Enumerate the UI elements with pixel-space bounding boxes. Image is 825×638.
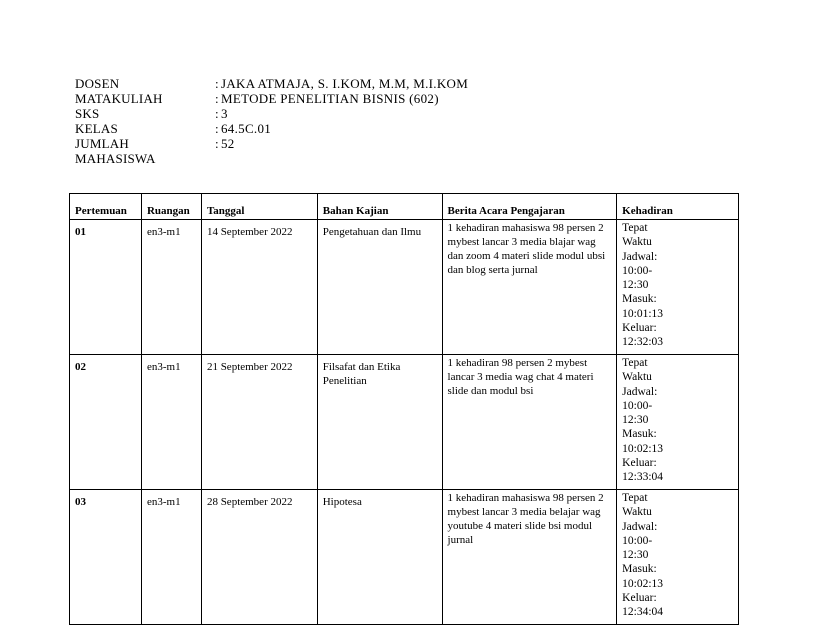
cell-pertemuan: 02 xyxy=(70,355,142,490)
info-label: SKS xyxy=(75,106,100,121)
info-label: JUMLAH MAHASISWA xyxy=(75,136,156,166)
cell-tanggal: 14 September 2022 xyxy=(201,220,317,355)
cell-tanggal: 28 September 2022 xyxy=(201,490,317,625)
info-separator: : xyxy=(215,121,219,136)
info-label: DOSEN xyxy=(75,76,120,91)
info-separator: : xyxy=(215,76,219,91)
header-tanggal: Tanggal xyxy=(201,194,317,220)
table-header-row xyxy=(70,194,739,220)
kehadiran-line: Tepat xyxy=(622,492,648,504)
cell-bahan-kajian: Pengetahuan dan Ilmu xyxy=(317,220,442,355)
kehadiran-line: 12:33:04 xyxy=(622,471,664,484)
info-separator: : xyxy=(215,91,219,106)
kehadiran-line: 12:32:03 xyxy=(622,336,664,349)
kehadiran-line: 12:30 xyxy=(622,549,649,562)
info-value: 52 xyxy=(221,136,235,151)
cell-ruangan: en3-m1 xyxy=(141,220,201,355)
info-value: JAKA ATMAJA, S. I.KOM, M.M, M.I.KOM xyxy=(221,76,469,91)
cell-berita-acara: 1 kehadiran 98 persen 2 mybest lancar 3 media wag chat 4 materi slide dan modul bsi xyxy=(442,355,617,490)
cell-ruangan: en3-m1 xyxy=(141,355,201,490)
cell-pertemuan: 01 xyxy=(70,220,142,355)
table-row xyxy=(70,355,739,490)
cell-berita-acara: 1 kehadiran mahasiswa 98 persen 2 mybest lancar 3 media blajar wag dan zoom 4 materi slide modul ubsi dan blog serta jurnal xyxy=(442,220,617,355)
header-bahan-kajian: Bahan Kajian xyxy=(317,194,442,220)
kehadiran-line: Masuk: xyxy=(622,293,657,306)
cell-pertemuan: 03 xyxy=(70,490,142,625)
cell-tanggal: 21 September 2022 xyxy=(201,355,317,490)
info-separator: : xyxy=(215,106,219,121)
kehadiran-line: Keluar: xyxy=(622,457,657,470)
kehadiran-line: Tepat xyxy=(622,222,648,234)
info-label: KELAS xyxy=(75,121,118,136)
kehadiran-line: Waktu xyxy=(622,371,652,384)
kehadiran-line: 10:00- xyxy=(622,534,653,547)
kehadiran-line: Keluar: xyxy=(622,322,657,335)
cell-bahan-kajian: Hipotesa xyxy=(317,490,442,625)
info-value: 3 xyxy=(221,106,228,121)
kehadiran-line: 10:00- xyxy=(622,264,653,277)
kehadiran-line: 10:02:13 xyxy=(622,442,664,455)
header-berita-acara: Berita Acara Pengajaran xyxy=(442,194,617,220)
kehadiran-line: Jadwal: xyxy=(622,385,658,398)
kehadiran-line: 10:02:13 xyxy=(622,577,664,590)
header-pertemuan: Pertemuan xyxy=(70,194,142,220)
kehadiran-line: Masuk: xyxy=(622,563,657,576)
cell-kehadiran xyxy=(617,490,739,625)
cell-ruangan: en3-m1 xyxy=(141,490,201,625)
cell-kehadiran xyxy=(617,220,739,355)
table-row xyxy=(70,490,739,625)
cell-berita-acara: 1 kehadiran mahasiswa 98 persen 2 mybest lancar 3 media belajar wag youtube 4 materi slide bsi modul jurnal xyxy=(442,490,617,625)
info-label: MATAKULIAH xyxy=(75,91,163,106)
attendance-table xyxy=(69,193,739,625)
kehadiran-line: Keluar: xyxy=(622,592,657,605)
kehadiran-line: 10:01:13 xyxy=(622,307,664,320)
kehadiran-line: 12:30 xyxy=(622,279,649,292)
kehadiran-line: Masuk: xyxy=(622,428,657,441)
table-row xyxy=(70,220,739,355)
kehadiran-line: Jadwal: xyxy=(622,520,658,533)
info-separator: : xyxy=(215,136,219,151)
kehadiran-line: Tepat xyxy=(622,357,648,369)
kehadiran-line: Waktu xyxy=(622,236,652,249)
info-value: METODE PENELITIAN BISNIS (602) xyxy=(221,91,439,106)
header-ruangan: Ruangan xyxy=(141,194,201,220)
cell-bahan-kajian: Filsafat dan Etika Penelitian xyxy=(317,355,442,490)
kehadiran-line: Jadwal: xyxy=(622,250,658,263)
kehadiran-line: Waktu xyxy=(622,506,652,519)
kehadiran-line: 12:34:04 xyxy=(622,606,664,619)
info-value: 64.5C.01 xyxy=(221,121,272,136)
header-kehadiran: Kehadiran xyxy=(617,194,739,220)
cell-kehadiran xyxy=(617,355,739,490)
kehadiran-line: 12:30 xyxy=(622,414,649,427)
kehadiran-line: 10:00- xyxy=(622,399,653,412)
